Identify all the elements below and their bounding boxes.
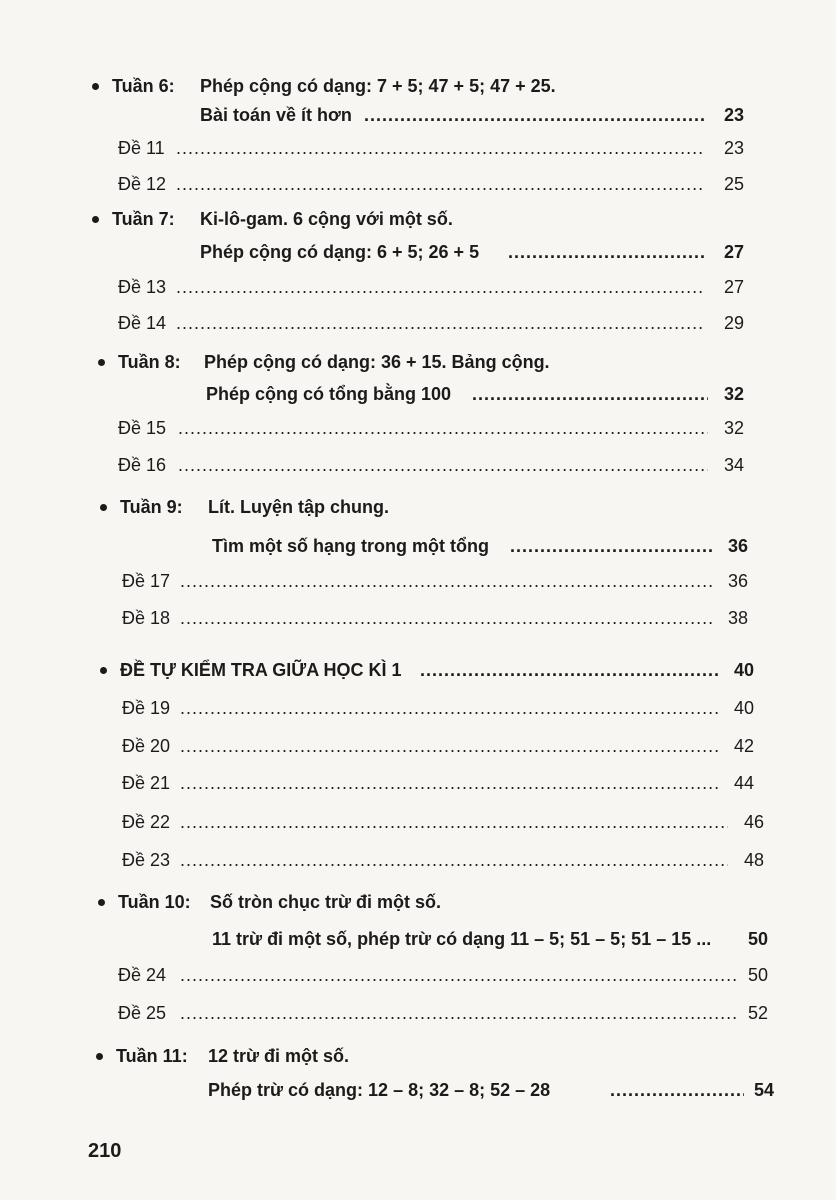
leader-dots bbox=[178, 451, 708, 479]
toc-week-8-entry[interactable] bbox=[0, 380, 744, 408]
page-number: 54 bbox=[753, 1080, 774, 1100]
bullet-icon bbox=[100, 504, 107, 511]
page-number: 38 bbox=[727, 608, 748, 628]
leader-dots bbox=[180, 604, 712, 632]
entry-label: Đề 22 bbox=[122, 812, 171, 832]
toc-week-7-heading bbox=[0, 205, 836, 233]
entry-title: Bài toán về ít hơn bbox=[200, 105, 352, 125]
toc-midterm-heading[interactable] bbox=[0, 656, 754, 684]
leader-dots bbox=[180, 961, 738, 989]
page-number: 23 bbox=[723, 105, 744, 125]
page-number: 27 bbox=[723, 277, 744, 297]
toc-de-18[interactable] bbox=[0, 604, 748, 632]
toc-week-7-entry[interactable] bbox=[0, 238, 744, 266]
page-number: 23 bbox=[723, 138, 744, 158]
leader-dots bbox=[180, 567, 712, 595]
entry-title: ĐỀ TỰ KIỂM TRA GIỮA HỌC KÌ 1 bbox=[120, 660, 402, 680]
leader-dots bbox=[180, 694, 718, 722]
page-number: 34 bbox=[723, 455, 744, 475]
leader-dots bbox=[180, 846, 728, 874]
page-number: 48 bbox=[743, 850, 764, 870]
leader-dots bbox=[180, 732, 718, 760]
leader-dots bbox=[364, 101, 704, 129]
toc-de-14[interactable] bbox=[0, 309, 744, 337]
toc-de-23[interactable] bbox=[0, 846, 764, 874]
page-number: 44 bbox=[733, 773, 754, 793]
entry-title: Tìm một số hạng trong một tổng bbox=[212, 536, 489, 556]
leader-dots bbox=[180, 769, 718, 797]
page-number: 46 bbox=[743, 812, 764, 832]
page-number: 32 bbox=[723, 384, 744, 404]
page-number: 29 bbox=[723, 313, 744, 333]
page-number: 25 bbox=[723, 174, 744, 194]
week-label: Tuần 6: bbox=[112, 76, 175, 96]
bullet-icon bbox=[92, 216, 99, 223]
page-number: 36 bbox=[727, 571, 748, 591]
bullet-icon bbox=[98, 899, 105, 906]
toc-week-10-entry[interactable] bbox=[0, 925, 768, 953]
toc-de-11[interactable] bbox=[0, 134, 744, 162]
toc-de-22[interactable] bbox=[0, 808, 764, 836]
week-label: Tuần 10: bbox=[118, 892, 191, 912]
entry-label: Đề 12 bbox=[118, 174, 167, 194]
leader-dots bbox=[176, 134, 704, 162]
entry-title: Phép cộng có dạng: 6 + 5; 26 + 5 bbox=[200, 242, 480, 262]
entry-label: Đề 19 bbox=[122, 698, 171, 718]
leader-dots bbox=[472, 380, 708, 408]
bullet-icon bbox=[92, 83, 99, 90]
toc-de-13[interactable] bbox=[0, 273, 744, 301]
entry-label: Đề 17 bbox=[122, 571, 171, 591]
leader-dots bbox=[178, 414, 708, 442]
entry-label: Đề 21 bbox=[122, 773, 171, 793]
leader-dots bbox=[180, 808, 728, 836]
toc-week-11-heading bbox=[0, 1042, 836, 1070]
toc-week-9-entry[interactable] bbox=[0, 532, 748, 560]
leader-dots bbox=[420, 656, 718, 684]
week-label: Tuần 8: bbox=[118, 352, 181, 372]
entry-label: Đề 24 bbox=[118, 965, 167, 985]
leader-dots bbox=[510, 532, 712, 560]
entry-title: Phép cộng có tổng bằng 100 bbox=[206, 384, 452, 404]
toc-de-20[interactable] bbox=[0, 732, 754, 760]
page-number: 50 bbox=[747, 965, 768, 985]
toc-week-6-entry[interactable] bbox=[0, 101, 744, 129]
entry-label: Đề 16 bbox=[118, 455, 167, 475]
toc-de-25[interactable] bbox=[0, 999, 768, 1027]
leader-dots bbox=[176, 309, 704, 337]
page-number: 42 bbox=[733, 736, 754, 756]
entry-label: Đề 20 bbox=[122, 736, 171, 756]
week-title: Phép cộng có dạng: 36 + 15. Bảng cộng. bbox=[204, 352, 550, 372]
toc-de-19[interactable] bbox=[0, 694, 754, 722]
toc-de-16[interactable] bbox=[0, 451, 744, 479]
toc-week-10-heading bbox=[0, 888, 836, 916]
toc-de-15[interactable] bbox=[0, 414, 744, 442]
page-number: 50 bbox=[747, 929, 768, 949]
toc-week-8-heading bbox=[0, 348, 836, 376]
leader-dots bbox=[180, 999, 738, 1027]
leader-dots bbox=[508, 238, 704, 266]
toc-de-17[interactable] bbox=[0, 567, 748, 595]
entry-title: 11 trừ đi một số, phép trừ có dạng 11 – 5; 51 – 5; 51 – 15 ... bbox=[212, 929, 712, 949]
entry-label: Đề 18 bbox=[122, 608, 171, 628]
entry-label: Đề 23 bbox=[122, 850, 171, 870]
week-title: Lít. Luyện tập chung. bbox=[208, 497, 389, 517]
toc-week-9-heading bbox=[0, 493, 836, 521]
leader-dots bbox=[176, 170, 704, 198]
entry-label: Đề 15 bbox=[118, 418, 167, 438]
page-number: 36 bbox=[727, 536, 748, 556]
week-title: Số tròn chục trừ đi một số. bbox=[210, 892, 442, 912]
week-label: Tuần 11: bbox=[116, 1046, 188, 1066]
toc-de-12[interactable] bbox=[0, 170, 744, 198]
bullet-icon bbox=[96, 1053, 103, 1060]
week-title: Phép cộng có dạng: 7 + 5; 47 + 5; 47 + 25. bbox=[200, 76, 556, 96]
entry-label: Đề 11 bbox=[118, 138, 165, 158]
week-label: Tuần 7: bbox=[112, 209, 175, 229]
page-number: 40 bbox=[733, 660, 754, 680]
bullet-icon bbox=[100, 667, 107, 674]
page-number: 32 bbox=[723, 418, 744, 438]
page-number: 40 bbox=[733, 698, 754, 718]
page-number: 52 bbox=[747, 1003, 768, 1023]
page-number: 27 bbox=[723, 242, 744, 262]
entry-label: Đề 25 bbox=[118, 1003, 167, 1023]
leader-dots bbox=[610, 1076, 744, 1104]
entry-title: Phép trừ có dạng: 12 – 8; 32 – 8; 52 – 28 bbox=[208, 1080, 551, 1100]
toc-de-21[interactable] bbox=[0, 769, 754, 797]
bullet-icon bbox=[98, 359, 105, 366]
toc-de-24[interactable] bbox=[0, 961, 768, 989]
week-title: Ki-lô-gam. 6 cộng với một số. bbox=[200, 209, 453, 229]
leader-dots bbox=[176, 273, 704, 301]
footer-page-number: 210 bbox=[88, 1140, 122, 1162]
toc-week-6-heading bbox=[0, 72, 836, 100]
toc-week-11-entry[interactable] bbox=[0, 1076, 774, 1104]
week-title: 12 trừ đi một số. bbox=[208, 1046, 350, 1066]
entry-label: Đề 13 bbox=[118, 277, 167, 297]
entry-label: Đề 14 bbox=[118, 313, 167, 333]
week-label: Tuần 9: bbox=[120, 497, 183, 517]
